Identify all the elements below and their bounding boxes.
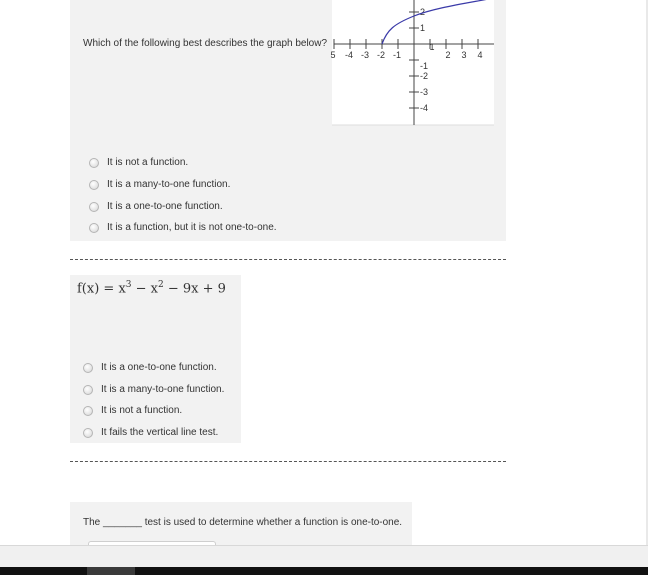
y-tick-label: -4 [420, 103, 429, 113]
x-tick-label: 4 [477, 50, 483, 60]
x-tick-label: -4 [344, 50, 354, 60]
q1-option-4-label: It is a function, but it is not one-to-one. [107, 222, 277, 233]
y-tick-label: 2 [420, 7, 426, 17]
x-tick-label: 5 [330, 50, 336, 60]
radio-button[interactable] [83, 363, 93, 373]
x-tick-label: 2 [445, 50, 451, 60]
q2-option-1-label: It is a one-to-one function. [101, 362, 217, 373]
radio-button[interactable] [89, 180, 99, 190]
formula-exponent: 3 [125, 280, 132, 290]
x-tick-label: 3 [461, 50, 467, 60]
q2-option-3-label: It is not a function. [101, 405, 183, 416]
question-1-prompt: Which of the following best describes the graph below? [83, 38, 328, 49]
question-2-formula [77, 280, 226, 296]
y-tick-label: -2 [420, 71, 429, 81]
graph-curve [382, 0, 494, 44]
question-1-graph [332, 0, 494, 125]
formula-part: − 9x + 9 [163, 281, 226, 297]
q2-option-2[interactable] [83, 384, 224, 395]
graph-svg [332, 0, 494, 125]
page-bottom-area [0, 545, 648, 568]
question-divider [70, 461, 506, 462]
question-3-prompt: The _______ test is used to determine whether a function is one-to-one. [83, 517, 403, 528]
radio-button[interactable] [89, 158, 99, 168]
x-tick-label: -3 [360, 50, 370, 60]
q1-option-3-label: It is a one-to-one function. [107, 201, 223, 212]
question-2-panel [70, 275, 241, 443]
taskbar-item[interactable] [87, 567, 135, 575]
y-tick-label: -1 [420, 61, 429, 71]
radio-button[interactable] [89, 202, 99, 212]
radio-button[interactable] [83, 406, 93, 416]
y-tick-label: -3 [420, 87, 429, 97]
q2-option-3[interactable] [83, 405, 182, 416]
x-tick-label: -2 [376, 50, 386, 60]
x-axis-tick-labels [330, 42, 482, 60]
q2-option-4[interactable] [83, 427, 218, 438]
y-axis-tick-labels [420, 7, 428, 113]
x-tick-label: -1 [392, 50, 402, 60]
radio-button[interactable] [83, 385, 93, 395]
q1-option-1-label: It is not a function. [107, 157, 189, 168]
q2-option-2-label: It is a many-to-one function. [101, 384, 225, 395]
question-divider [70, 259, 506, 260]
q1-option-1[interactable] [89, 157, 188, 168]
q1-option-2[interactable] [89, 179, 230, 190]
y-tick-label: 1 [420, 23, 426, 33]
radio-button[interactable] [83, 428, 93, 438]
q1-option-4[interactable] [89, 222, 277, 233]
x-tick-label: 1 [429, 42, 435, 52]
radio-button[interactable] [89, 223, 99, 233]
q1-option-2-label: It is a many-to-one function. [107, 179, 231, 190]
formula-exponent: 2 [158, 280, 164, 290]
q2-option-1[interactable] [83, 362, 217, 373]
q2-option-4-label: It fails the vertical line test. [101, 427, 219, 438]
formula-part: − x [131, 281, 159, 297]
formula-part: f(x) = x [77, 281, 126, 297]
q1-option-3[interactable] [89, 201, 223, 212]
